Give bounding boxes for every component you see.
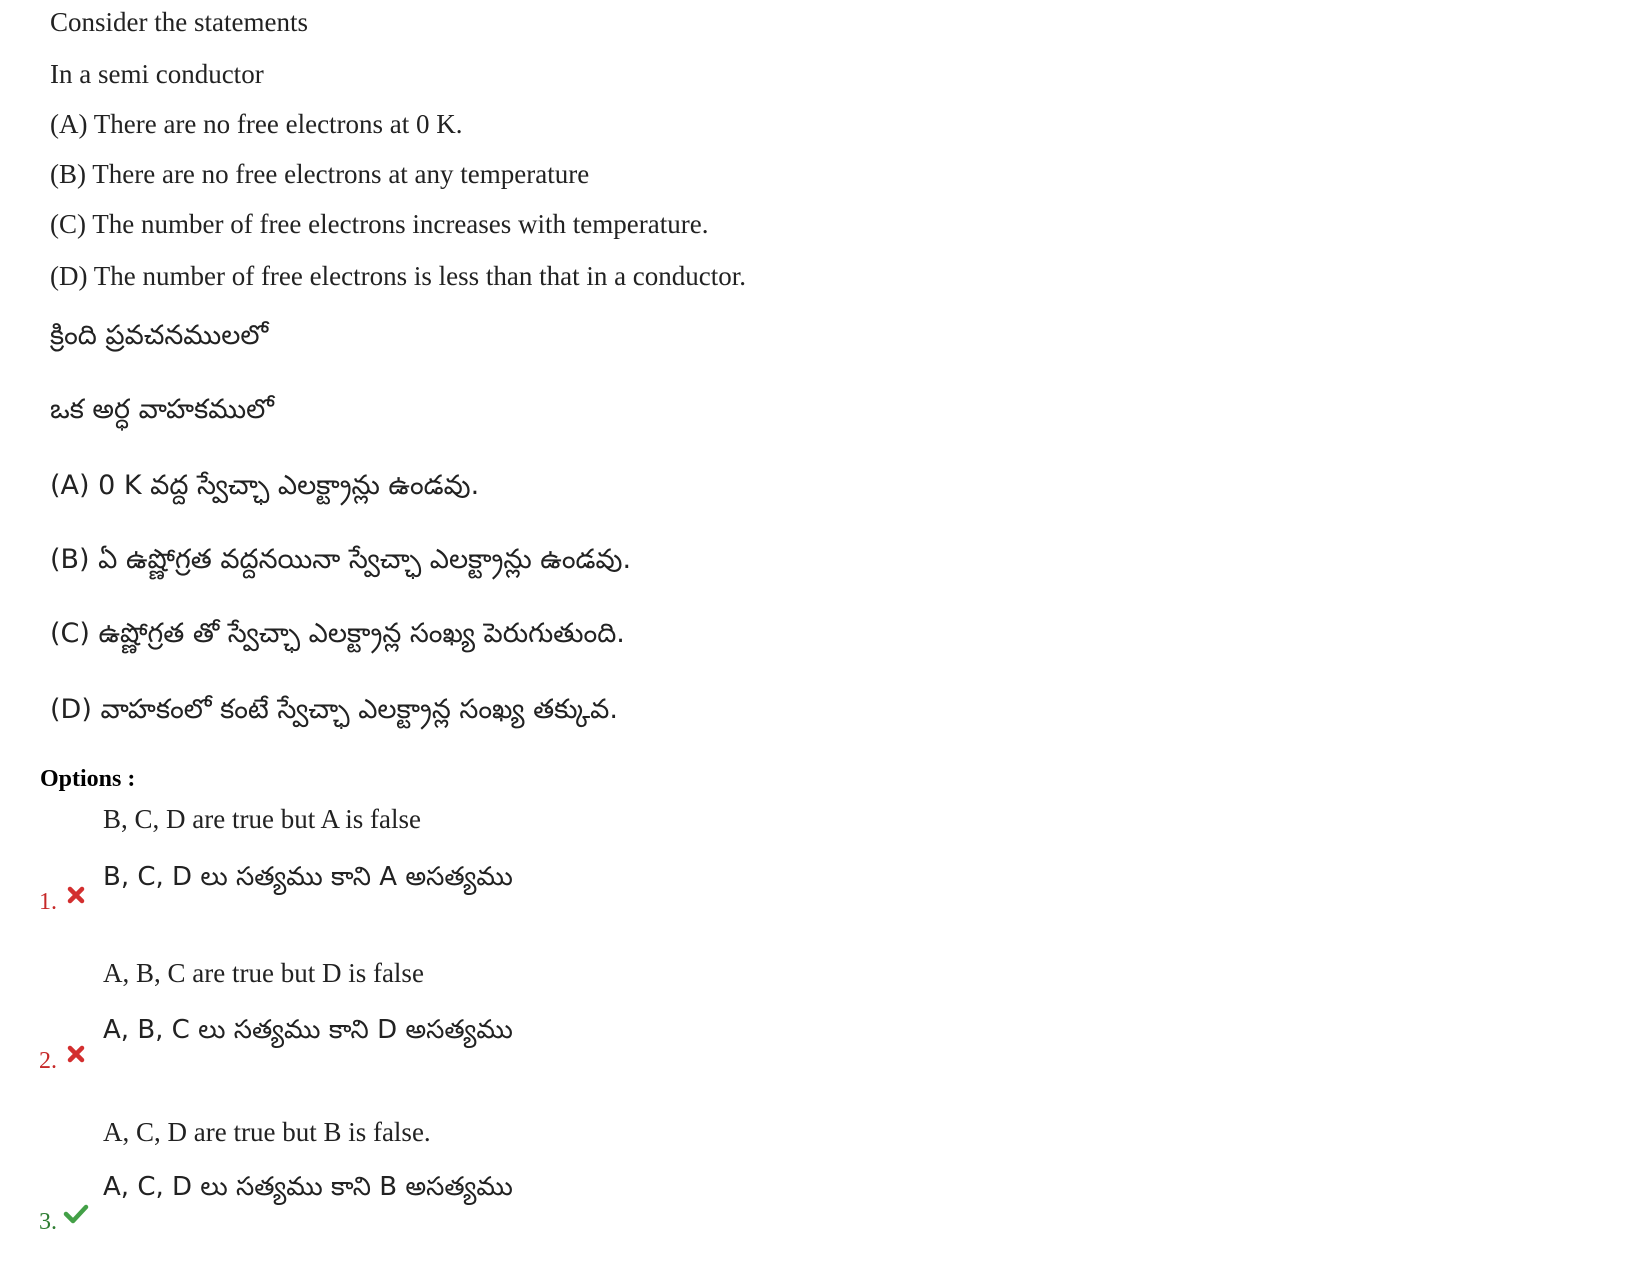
statement-b: (B) There are no free electrons at any temperature xyxy=(50,159,590,189)
check-icon xyxy=(63,1203,89,1225)
option-3-text-en: A, C, D are true but B is false. xyxy=(103,1117,431,1147)
statement-a-te: (A) 0 K వద్ద స్వేచ్ఛా ఎలక్ట్రాన్లు ఉండవు. xyxy=(50,470,480,501)
option-2-text-te: A, B, C లు సత్యము కాని D అసత్యము xyxy=(103,1015,513,1045)
option-2-text-en: A, B, C are true but D is false xyxy=(103,958,424,988)
statement-a: (A) There are no free electrons at 0 K. xyxy=(50,109,463,139)
statement-c: (C) The number of free electrons increases with temperature. xyxy=(50,209,709,239)
question-intro: Consider the statements xyxy=(50,7,308,37)
option-1-number: 1. xyxy=(39,889,57,915)
option-1-text-te: B, C, D లు సత్యము కాని A అసత్యము xyxy=(103,862,513,892)
statement-d-te: (D) వాహకంలో కంటే స్వేచ్ఛా ఎలక్ట్రాన్ల సంఖ్య తక్కువ. xyxy=(50,694,618,725)
option-3-text-te: A, C, D లు సత్యము కాని B అసత్యము xyxy=(103,1172,513,1202)
option-1-text-en: B, C, D are true but A is false xyxy=(103,804,421,834)
cross-icon xyxy=(65,1043,87,1065)
statement-d: (D) The number of free electrons is less than that in a conductor. xyxy=(50,261,747,291)
option-2-number: 2. xyxy=(39,1048,57,1074)
statement-b-te: (B) ఏ ఉష్ణోగ్రత వద్దనయినా స్వేచ్ఛా ఎలక్ట్రాన్లు ఉండవు. xyxy=(50,544,632,575)
cross-icon xyxy=(65,884,87,906)
question-intro-te: క్రింది ప్రవచనములలో xyxy=(50,320,269,351)
question-context-te: ఒక అర్ధ వాహకములో xyxy=(50,394,274,425)
option-3-number: 3. xyxy=(39,1209,57,1235)
question-context: In a semi conductor xyxy=(50,59,264,89)
options-label: Options : xyxy=(40,766,136,792)
statement-c-te: (C) ఉష్ణోగ్రత తో స్వేచ్ఛా ఎలక్ట్రాన్ల సంఖ్య పెరుగుతుంది. xyxy=(50,618,625,649)
